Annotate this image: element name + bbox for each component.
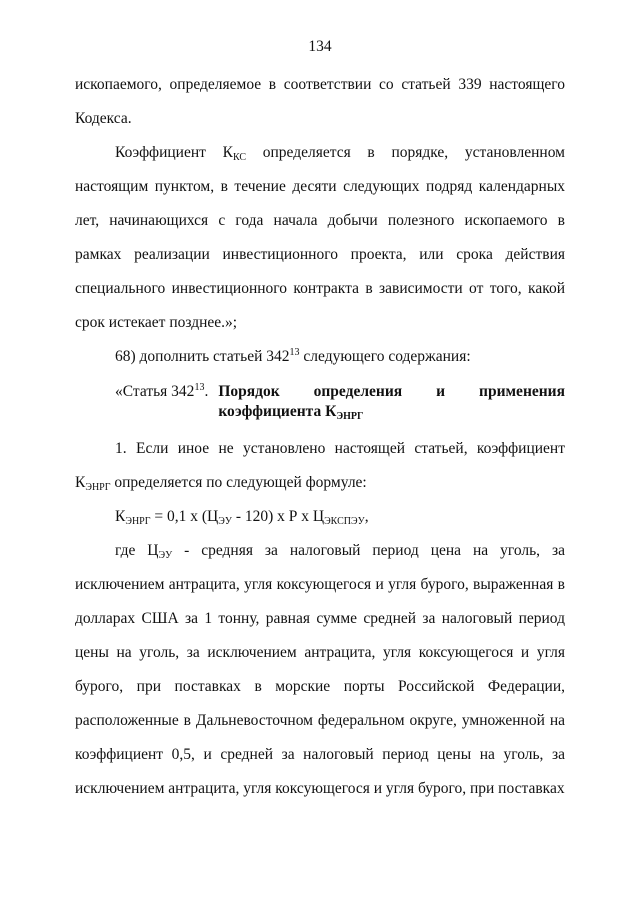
article-heading	[75, 382, 565, 422]
article-number: «Статья $342^{13}$.	[115, 382, 209, 400]
article-title: Порядок определения и применения коэффициента $К_{ЭНРГ}$	[218, 383, 565, 422]
paragraph-continuation: ископаемого, определяемое в соответствии со статьей 339 настоящего Кодекса.	[75, 76, 565, 127]
page-content	[75, 68, 565, 806]
paragraph-item-68: 68) дополнить статьей $342^{13}$ следующего содержания:	[115, 347, 471, 365]
formula: $К_{ЭНРГ} = 0,1$ х $(Ц_{ЭУ} - 120)$ х Р х $Ц_{ЭКСПЭУ}$,	[115, 508, 369, 527]
paragraph-definition: где $Ц_{ЭУ}$ - средняя за налоговый период цена на уголь, за исключением антрацита, угля коксующегося и угля бурого, выраженная в долларах США за 1 тонну, равная сумме средней за налоговый период цены на уголь, за исключением антрацита, угля коксующегося и угля бурого, при поставках в морские порты Российской Федерации, расположенные в Дальневосточном федеральном округе, умноженной на коэффициент 0,5, и средней за налоговый период цены на уголь, за исключением антрацита, угля коксующегося и угля бурого, при поставках	[75, 542, 566, 797]
paragraph-rule-1: 1. Если иное не установлено настоящей статьей, коэффициент $К_{ЭНРГ}$ определяется по следующей формуле:	[75, 440, 565, 493]
paragraph-kks: Коэффициент $К_{КС}$ определяется в порядке, установленном настоящим пунктом, в течение десяти следующих подряд календарных лет, начинающихся с года начала добычи полезного ископаемого в рамках реализации инвестиционного проекта, или срока действия специального инвестиционного контракта в зависимости от того, какой срок истекает позднее.»;	[75, 144, 565, 331]
page-number: 134	[308, 38, 332, 55]
